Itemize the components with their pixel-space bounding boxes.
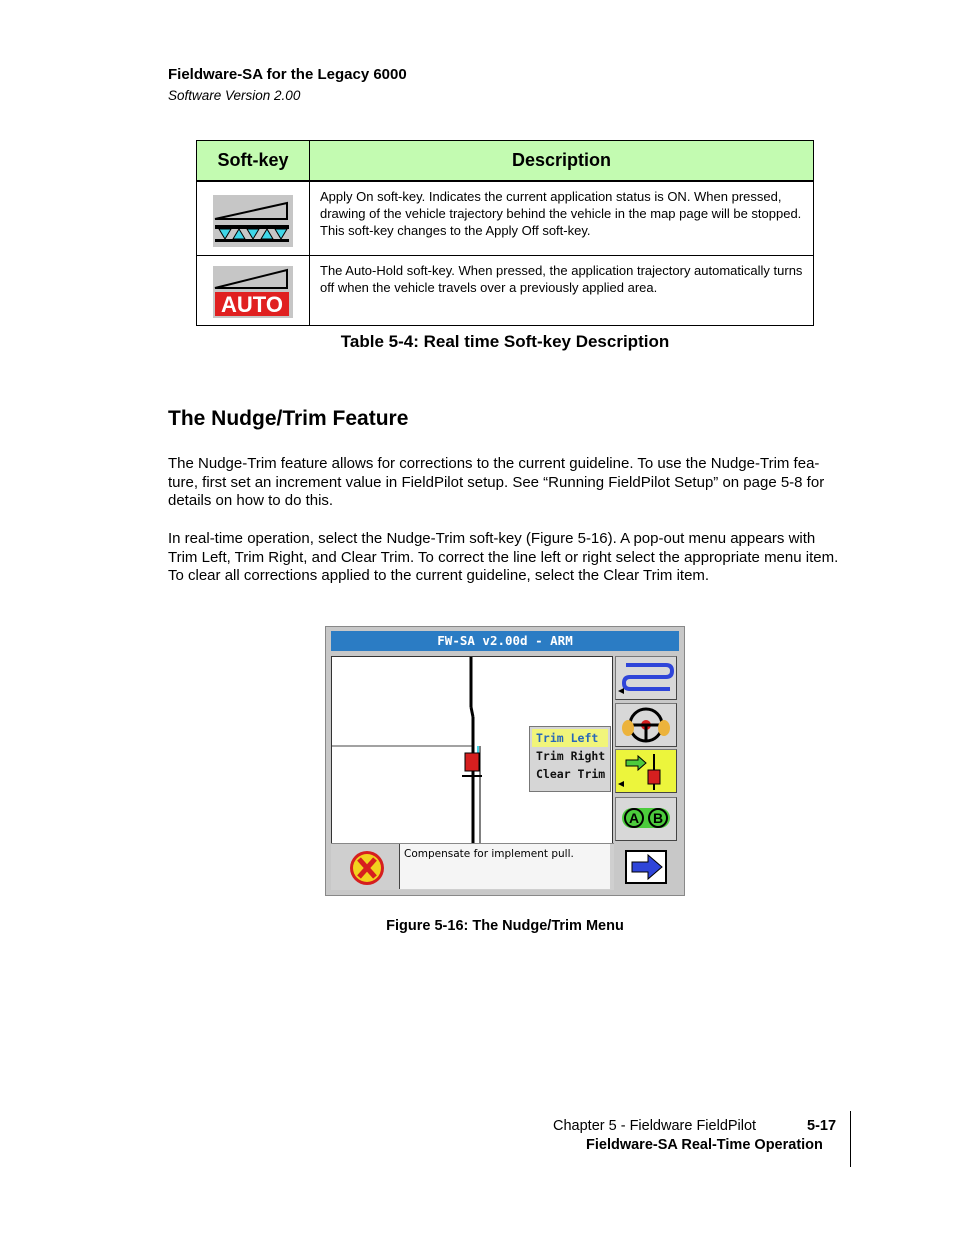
- footer-divider: [850, 1111, 851, 1167]
- menu-item-trim-right[interactable]: Trim Right: [536, 749, 606, 763]
- softkey-table: [196, 140, 814, 326]
- footer-section: Fieldware-SA Real-Time Operation: [586, 1137, 823, 1153]
- column-header-softkey: Soft-key: [197, 141, 310, 182]
- next-button[interactable]: [618, 847, 678, 887]
- ab-line-icon: [616, 798, 676, 840]
- status-bar: [331, 843, 614, 890]
- nudge-trim-screenshot: [325, 626, 685, 896]
- softkey-description: Apply On soft-key. Indicates the current application status is ON. When pressed, drawing of the vehicle trajectory behind the vehicle in the map page will be stopped. This soft-key changes to the Apply Off soft-key.: [310, 181, 814, 256]
- software-version: Software Version 2.00: [168, 88, 301, 103]
- nudge-trim-button[interactable]: [615, 749, 677, 793]
- apply-on-icon: [213, 195, 293, 247]
- page-number: 5-17: [807, 1118, 837, 1134]
- status-message: Compensate for implement pull.: [404, 848, 574, 860]
- menu-item-trim-left[interactable]: Trim Left: [532, 729, 608, 747]
- paragraph: In real-time operation, select the Nudge-Trim soft-key (Figure 5-16). A pop-out menu appears with Trim Left, Trim Right, and Clear Trim. To correct the line left or right select the appropriate menu item. To clear all corrections applied to the current guideline, select the Clear Trim item.: [168, 530, 839, 585]
- menu-item-clear-trim[interactable]: Clear Trim: [536, 767, 606, 781]
- figure-caption: Figure 5-16: The Nudge/Trim Menu: [386, 918, 624, 934]
- svg-text:B: B: [652, 810, 664, 826]
- softkey-cell: [197, 256, 310, 326]
- trim-popup-menu: [529, 726, 611, 792]
- paragraph: The Nudge-Trim feature allows for corrections to the current guideline. To use the Nudge-Trim fea-ture, first set an increment value in FieldPilot setup. See “Running FieldPilot Setup” on page 5-8 for details on how to do this.: [168, 455, 825, 510]
- auto-hold-icon: [213, 266, 293, 318]
- steering-button[interactable]: [615, 703, 677, 747]
- guidance-pattern-icon: [616, 657, 676, 699]
- nudge-trim-icon: [616, 750, 676, 792]
- window-title: FW-SA v2.00d - ARM: [331, 631, 679, 651]
- auto-label: AUTO: [221, 292, 283, 317]
- table-row: [197, 256, 814, 326]
- arrow-right-icon: [618, 847, 678, 887]
- footer-chapter: Chapter 5 - Fieldware FieldPilot: [553, 1118, 757, 1134]
- svg-text:A: A: [628, 810, 640, 826]
- vehicle-icon: [465, 753, 479, 771]
- document-title: Fieldware-SA for the Legacy 6000: [168, 66, 407, 83]
- table-caption: Table 5-4: Real time Soft-key Description: [340, 332, 670, 351]
- steering-wheel-icon: [616, 704, 676, 746]
- close-icon: [337, 848, 397, 888]
- cancel-button[interactable]: [337, 848, 397, 888]
- section-heading: The Nudge/Trim Feature: [168, 407, 409, 430]
- ab-line-button[interactable]: [615, 797, 677, 841]
- table-row: [197, 181, 814, 256]
- guidance-pattern-button[interactable]: [615, 656, 677, 700]
- column-header-description: Description: [310, 141, 814, 182]
- message-box: [399, 844, 610, 889]
- softkey-cell: [197, 181, 310, 256]
- softkey-description: The Auto-Hold soft-key. When pressed, the application trajectory automatically turns off when the vehicle travels over a previously applied area.: [310, 256, 814, 326]
